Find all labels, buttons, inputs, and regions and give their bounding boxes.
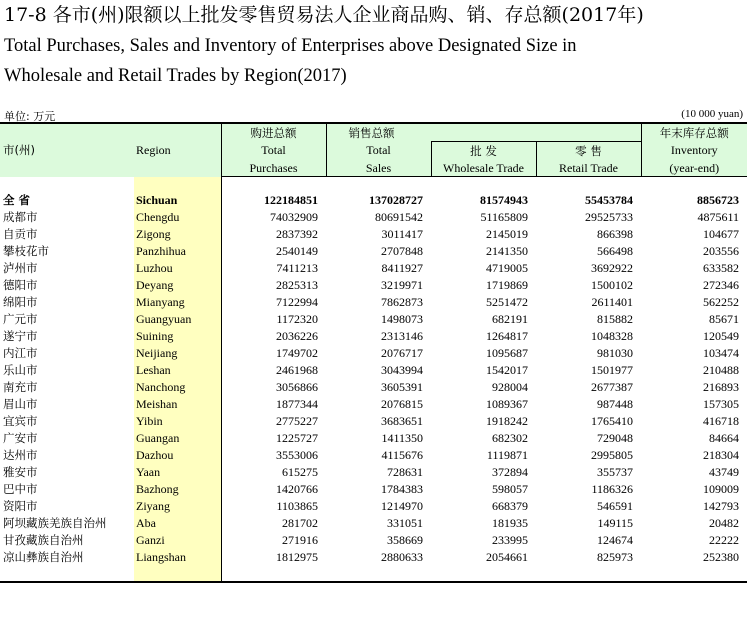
cell-wholesale: 181935 xyxy=(492,515,528,530)
header-sales-en2: Sales xyxy=(326,159,431,177)
cell-sales: 2880633 xyxy=(381,549,423,564)
table-body xyxy=(0,177,747,583)
cell-region: Leshan xyxy=(134,361,221,378)
unit-label-cn: 单位: 万元 xyxy=(4,110,56,123)
cell-wholesale: 682191 xyxy=(492,311,528,326)
table-row xyxy=(0,378,747,395)
cell-retail: 825973 xyxy=(597,549,633,564)
cell-purchases: 2540149 xyxy=(221,242,326,259)
header-region: Region xyxy=(134,123,221,177)
table-title-en-line2: Wholesale and Retail Trades by Region(2017) xyxy=(4,66,347,86)
cell-sales: 2707848 xyxy=(381,243,423,258)
cell-sales: 3043994 xyxy=(381,362,423,377)
cell-purchases: 2036226 xyxy=(221,327,326,344)
cell-sales: 2076717 xyxy=(381,345,423,360)
cell-city: 甘孜藏族自治州 xyxy=(3,532,84,547)
cell-inventory: 633582 xyxy=(703,260,739,275)
cell-region: Meishan xyxy=(134,395,221,412)
header-retail-en: Retail Trade xyxy=(536,159,641,177)
cell-region: Chengdu xyxy=(134,208,221,225)
cell-sales: 1784383 xyxy=(381,481,423,496)
table-row xyxy=(0,259,747,276)
cell-sales: 2076815 xyxy=(381,396,423,411)
cell-region: Nanchong xyxy=(134,378,221,395)
cell-inventory: 22222 xyxy=(709,532,739,547)
cell-purchases: 1877344 xyxy=(221,395,326,412)
header-wholesale-cn: 批 发 xyxy=(431,142,536,160)
table-row xyxy=(0,429,747,446)
header-retail-cn: 零 售 xyxy=(536,142,641,160)
cell-retail: 1765410 xyxy=(591,413,633,428)
header-purchases-cn: 购进总额 xyxy=(221,123,326,142)
cell-city: 阿坝藏族羌族自治州 xyxy=(3,515,107,530)
cell-city: 乐山市 xyxy=(3,362,38,377)
cell-sales: 2313146 xyxy=(381,328,423,343)
cell-region: Ganzi xyxy=(134,531,221,548)
cell-retail: 815882 xyxy=(597,311,633,326)
cell-region: Deyang xyxy=(134,276,221,293)
cell-region: Dazhou xyxy=(134,446,221,463)
cell-city: 南充市 xyxy=(3,379,38,394)
cell-purchases: 1812975 xyxy=(221,548,326,565)
cell-retail: 981030 xyxy=(597,345,633,360)
cell-wholesale: 928004 xyxy=(492,379,528,394)
cell-purchases: 7122994 xyxy=(221,293,326,310)
cell-inventory: 120549 xyxy=(703,328,739,343)
cell-wholesale: 682302 xyxy=(492,430,528,445)
cell-city: 巴中市 xyxy=(3,481,38,496)
spacer-row xyxy=(0,177,747,192)
cell-inventory: 416718 xyxy=(703,413,739,428)
cell-sales: 331051 xyxy=(387,515,423,530)
cell-retail: 2995805 xyxy=(591,447,633,462)
cell-wholesale: 1095687 xyxy=(486,345,528,360)
cell-sales: 3219971 xyxy=(381,277,423,292)
cell-inventory: 216893 xyxy=(703,379,739,394)
cell-inventory: 203556 xyxy=(703,243,739,258)
cell-city: 凉山彝族自治州 xyxy=(3,549,84,564)
cell-inventory: 20482 xyxy=(709,515,739,530)
cell-sales: 1214970 xyxy=(381,498,423,513)
cell-sales: 358669 xyxy=(387,532,423,547)
cell-retail: 2611401 xyxy=(591,294,633,309)
cell-purchases: 3553006 xyxy=(221,446,326,463)
cell-wholesale: 81574943 xyxy=(480,192,528,207)
cell-region: Ziyang xyxy=(134,497,221,514)
cell-city: 宜宾市 xyxy=(3,413,38,428)
cell-wholesale: 2145019 xyxy=(486,226,528,241)
cell-inventory: 4875611 xyxy=(697,209,739,224)
table-row xyxy=(0,344,747,361)
cell-wholesale: 1719869 xyxy=(486,277,528,292)
cell-wholesale: 2141350 xyxy=(486,243,528,258)
cell-purchases: 2775227 xyxy=(221,412,326,429)
cell-purchases: 74032909 xyxy=(221,208,326,225)
cell-retail: 3692922 xyxy=(591,260,633,275)
cell-region: Suining xyxy=(134,327,221,344)
table-end-row xyxy=(0,565,747,582)
cell-purchases: 3056866 xyxy=(221,378,326,395)
cell-purchases: 7411213 xyxy=(221,259,326,276)
cell-region: Neijiang xyxy=(134,344,221,361)
cell-city: 资阳市 xyxy=(3,498,38,513)
cell-inventory: 109009 xyxy=(703,481,739,496)
cell-retail: 566498 xyxy=(597,243,633,258)
cell-retail: 546591 xyxy=(597,498,633,513)
cell-purchases: 122184851 xyxy=(221,191,326,208)
cell-sales: 1498073 xyxy=(381,311,423,326)
cell-sales: 80691542 xyxy=(375,209,423,224)
cell-inventory: 43749 xyxy=(709,464,739,479)
header-inventory-cn: 年末库存总额 xyxy=(641,123,747,142)
table-header xyxy=(0,123,747,177)
table-row xyxy=(0,310,747,327)
cell-inventory: 272346 xyxy=(703,277,739,292)
cell-inventory: 104677 xyxy=(703,226,739,241)
cell-inventory: 142793 xyxy=(703,498,739,513)
table-row xyxy=(0,514,747,531)
cell-region: Mianyang xyxy=(134,293,221,310)
cell-sales: 3605391 xyxy=(381,379,423,394)
cell-sales: 7862873 xyxy=(381,294,423,309)
table-row xyxy=(0,497,747,514)
cell-region: Guangyuan xyxy=(134,310,221,327)
cell-wholesale: 51165809 xyxy=(480,209,528,224)
cell-region: Guangan xyxy=(134,429,221,446)
cell-region: Panzhihua xyxy=(134,242,221,259)
cell-purchases: 1225727 xyxy=(221,429,326,446)
header-wholesale-en: Wholesale Trade xyxy=(431,159,536,177)
cell-region: Luzhou xyxy=(134,259,221,276)
cell-region: Yibin xyxy=(134,412,221,429)
cell-purchases: 271916 xyxy=(221,531,326,548)
cell-wholesale: 5251472 xyxy=(486,294,528,309)
cell-sales: 3683651 xyxy=(381,413,423,428)
cell-city: 雅安市 xyxy=(3,464,38,479)
cell-city: 泸州市 xyxy=(3,260,38,275)
table-row xyxy=(0,395,747,412)
cell-wholesale: 1119871 xyxy=(486,447,528,462)
cell-retail: 2677387 xyxy=(591,379,633,394)
header-inventory-en2: (year-end) xyxy=(641,159,747,177)
cell-retail: 1501977 xyxy=(591,362,633,377)
cell-retail: 149115 xyxy=(597,515,633,530)
cell-sales: 1411350 xyxy=(381,430,423,445)
table-row xyxy=(0,412,747,429)
cell-city: 成都市 xyxy=(3,209,38,224)
cell-purchases: 2461968 xyxy=(221,361,326,378)
table-row-total xyxy=(0,191,747,208)
cell-city: 绵阳市 xyxy=(3,294,38,309)
table-row xyxy=(0,531,747,548)
cell-wholesale: 1089367 xyxy=(486,396,528,411)
table-row xyxy=(0,276,747,293)
cell-wholesale: 1542017 xyxy=(486,362,528,377)
table-row xyxy=(0,327,747,344)
cell-region: Zigong xyxy=(134,225,221,242)
cell-inventory: 8856723 xyxy=(697,192,739,207)
cell-sales: 728631 xyxy=(387,464,423,479)
cell-inventory: 157305 xyxy=(703,396,739,411)
cell-purchases: 281702 xyxy=(221,514,326,531)
cell-region: Liangshan xyxy=(134,548,221,565)
header-sales-cn: 销售总额 xyxy=(326,123,641,142)
header-purchases-en2: Purchases xyxy=(221,159,326,177)
cell-city: 达州市 xyxy=(3,447,38,462)
table-row xyxy=(0,480,747,497)
cell-region: Sichuan xyxy=(134,191,221,208)
table-row xyxy=(0,446,747,463)
cell-purchases: 615275 xyxy=(221,463,326,480)
cell-region: Yaan xyxy=(134,463,221,480)
cell-retail: 29525733 xyxy=(585,209,633,224)
cell-inventory: 252380 xyxy=(703,549,739,564)
cell-sales: 137028727 xyxy=(369,192,423,207)
cell-inventory: 85671 xyxy=(709,311,739,326)
cell-inventory: 218304 xyxy=(703,447,739,462)
cell-inventory: 84664 xyxy=(709,430,739,445)
cell-purchases: 1103865 xyxy=(221,497,326,514)
cell-retail: 55453784 xyxy=(585,192,633,207)
cell-wholesale: 2054661 xyxy=(486,549,528,564)
cell-retail: 1500102 xyxy=(591,277,633,292)
cell-region: Aba xyxy=(134,514,221,531)
cell-wholesale: 598057 xyxy=(492,481,528,496)
header-purchases-en1: Total xyxy=(221,142,326,160)
cell-inventory: 210488 xyxy=(703,362,739,377)
cell-sales: 3011417 xyxy=(381,226,423,241)
header-inventory-en1: Inventory xyxy=(641,142,747,160)
cell-wholesale: 372894 xyxy=(492,464,528,479)
cell-wholesale: 4719005 xyxy=(486,260,528,275)
table-row xyxy=(0,225,747,242)
cell-purchases: 1420766 xyxy=(221,480,326,497)
cell-retail: 987448 xyxy=(597,396,633,411)
cell-sales: 8411927 xyxy=(381,260,423,275)
cell-wholesale: 1918242 xyxy=(486,413,528,428)
cell-city: 攀枝花市 xyxy=(3,243,49,258)
cell-purchases: 1172320 xyxy=(221,310,326,327)
cell-purchases: 2837392 xyxy=(221,225,326,242)
cell-wholesale: 1264817 xyxy=(486,328,528,343)
cell-city: 广元市 xyxy=(3,311,38,326)
cell-retail: 1048328 xyxy=(591,328,633,343)
cell-retail: 1186326 xyxy=(591,481,633,496)
cell-city: 自贡市 xyxy=(3,226,38,241)
table-row xyxy=(0,242,747,259)
cell-retail: 866398 xyxy=(597,226,633,241)
cell-inventory: 103474 xyxy=(703,345,739,360)
cell-city: 全 省 xyxy=(3,192,31,207)
cell-wholesale: 233995 xyxy=(492,532,528,547)
table-row xyxy=(0,463,747,480)
table-row xyxy=(0,361,747,378)
unit-label-en: (10 000 yuan) xyxy=(681,108,743,120)
header-sales-en1: Total xyxy=(326,142,431,160)
cell-city: 内江市 xyxy=(3,345,38,360)
cell-retail: 355737 xyxy=(597,464,633,479)
cell-region: Bazhong xyxy=(134,480,221,497)
table-row xyxy=(0,293,747,310)
table-row xyxy=(0,208,747,225)
cell-retail: 124674 xyxy=(597,532,633,547)
table-title-en-line1: Total Purchases, Sales and Inventory of Enterprises above Designated Size in xyxy=(4,36,577,56)
cell-city: 广安市 xyxy=(3,430,38,445)
cell-purchases: 1749702 xyxy=(221,344,326,361)
table-row xyxy=(0,548,747,565)
header-city: 市(州) xyxy=(0,123,134,177)
cell-purchases: 2825313 xyxy=(221,276,326,293)
cell-city: 遂宁市 xyxy=(3,328,38,343)
cell-retail: 729048 xyxy=(597,430,633,445)
table-title-cn: 17-8 各市(州)限额以上批发零售贸易法人企业商品购、销、存总额(2017年) xyxy=(4,4,644,26)
cell-inventory: 562252 xyxy=(703,294,739,309)
cell-wholesale: 668379 xyxy=(492,498,528,513)
cell-sales: 4115676 xyxy=(381,447,423,462)
statistics-table xyxy=(0,122,747,583)
cell-city: 德阳市 xyxy=(3,277,38,292)
cell-city: 眉山市 xyxy=(3,396,38,411)
